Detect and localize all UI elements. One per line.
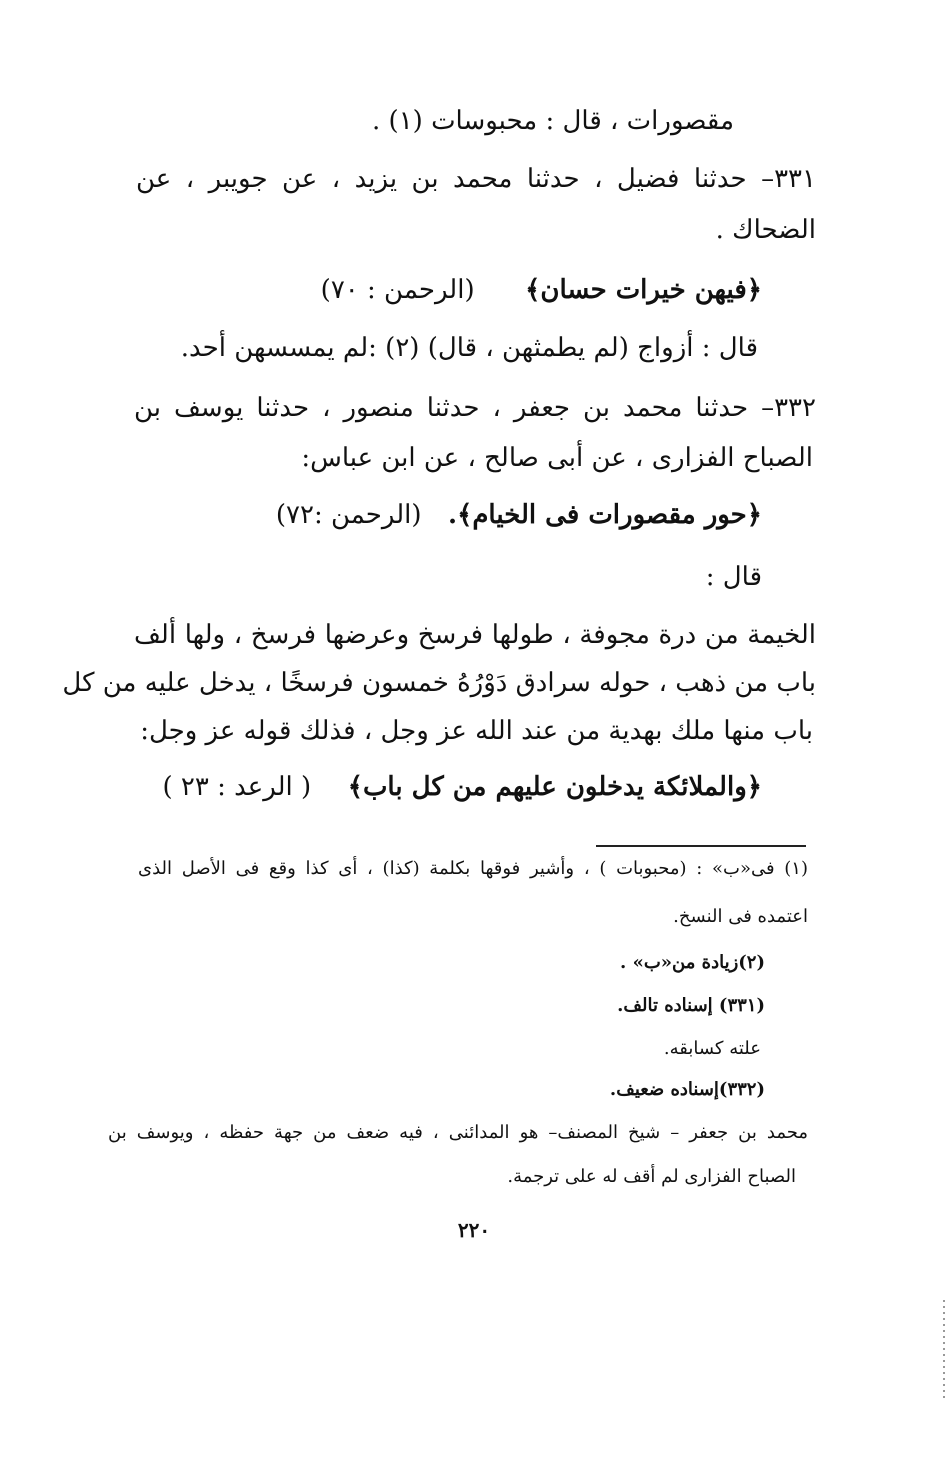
footnote-text: (١) فى«ب» : (محبوبات ) ، وأشير فوقها بكلمة (كذا) ، أى كذا وقع فى الأصل الذى (138, 858, 808, 879)
quran-verse: ﴿فيهن خيرات حسان﴾ (525, 275, 762, 305)
footnote-line (108, 1122, 808, 1143)
text-line: قال : (705, 562, 762, 592)
footnote-separator (596, 845, 806, 847)
hadith-332-text: ٣٣٢– حدثنا محمد بن جعفر ، حدثنا منصور ، حدثنا يوسف بن (134, 393, 816, 423)
text-span: باب من ذهب ، حوله سرادق دَوْرُهُ خمسون فرسخًا ، يدخل عليه من كل (62, 668, 816, 698)
hadith-332-line (134, 393, 816, 423)
footnote-line: اعتمده فى النسخ. (673, 906, 808, 927)
hadith-331-text: ٣٣١– حدثنا فضيل ، حدثنا محمد بن يزيد ، عن جويبر ، عن (136, 164, 816, 194)
verse-reference: (الرحمن : ٧٠) (320, 275, 475, 305)
quran-verse: ﴿حور مقصورات فى الخيام﴾. (448, 500, 762, 530)
footnote-line: الصباح الفزارى لم أقف له على ترجمة. (507, 1166, 796, 1187)
text-line: الصباح الفزارى ، عن أبى صالح ، عن ابن عباس: (301, 443, 813, 473)
footnote-line: علته كسابقه. (663, 1038, 761, 1059)
page-number: ٢٢٠ (457, 1218, 491, 1242)
quran-verse: ﴿والملائكة يدخلون عليهم من كل باب﴾ (347, 772, 762, 802)
verse-reference: (الرحمن :٧٢) (275, 500, 422, 530)
footnote-2: (٢)زيادة من«ب» . (620, 952, 765, 973)
quran-verse-line (162, 772, 762, 802)
footnote-1-line (138, 858, 808, 879)
text-span: الخيمة من درة مجوفة ، طولها فرسخ وعرضها فرسخ ، ولها ألف (134, 620, 816, 650)
footnote-331-heading: (٣٣١) إسناده تالف. (617, 995, 765, 1016)
text-line (62, 668, 816, 698)
text-line: الضحاك . (715, 215, 816, 245)
quran-verse-line (321, 275, 762, 305)
quran-verse-line (276, 500, 762, 530)
footnote-332-heading: (٣٣٢)إسناده ضعيف. (609, 1079, 765, 1100)
text-line: باب منها ملك بهدية من عند الله عز وجل ، فذلك قوله عز وجل: (140, 716, 813, 746)
footnote-text: محمد بن جعفر – شيخ المصنف– هو المدائنى ، فيه ضعف من جهة حفظه ، ويوسف بن (108, 1122, 808, 1143)
text-line: قال : أزواج (لم يطمثهن ، قال) (٢) :لم يمسسهن أحد. (180, 333, 758, 363)
text-line: مقصورات ، قال : محبوسات (١) . (372, 106, 734, 136)
verse-reference: ( الرعد : ٢٣ ) (162, 772, 312, 802)
hadith-331-line (136, 164, 816, 194)
scan-edge-artifact (943, 1300, 945, 1400)
text-line (134, 620, 816, 650)
